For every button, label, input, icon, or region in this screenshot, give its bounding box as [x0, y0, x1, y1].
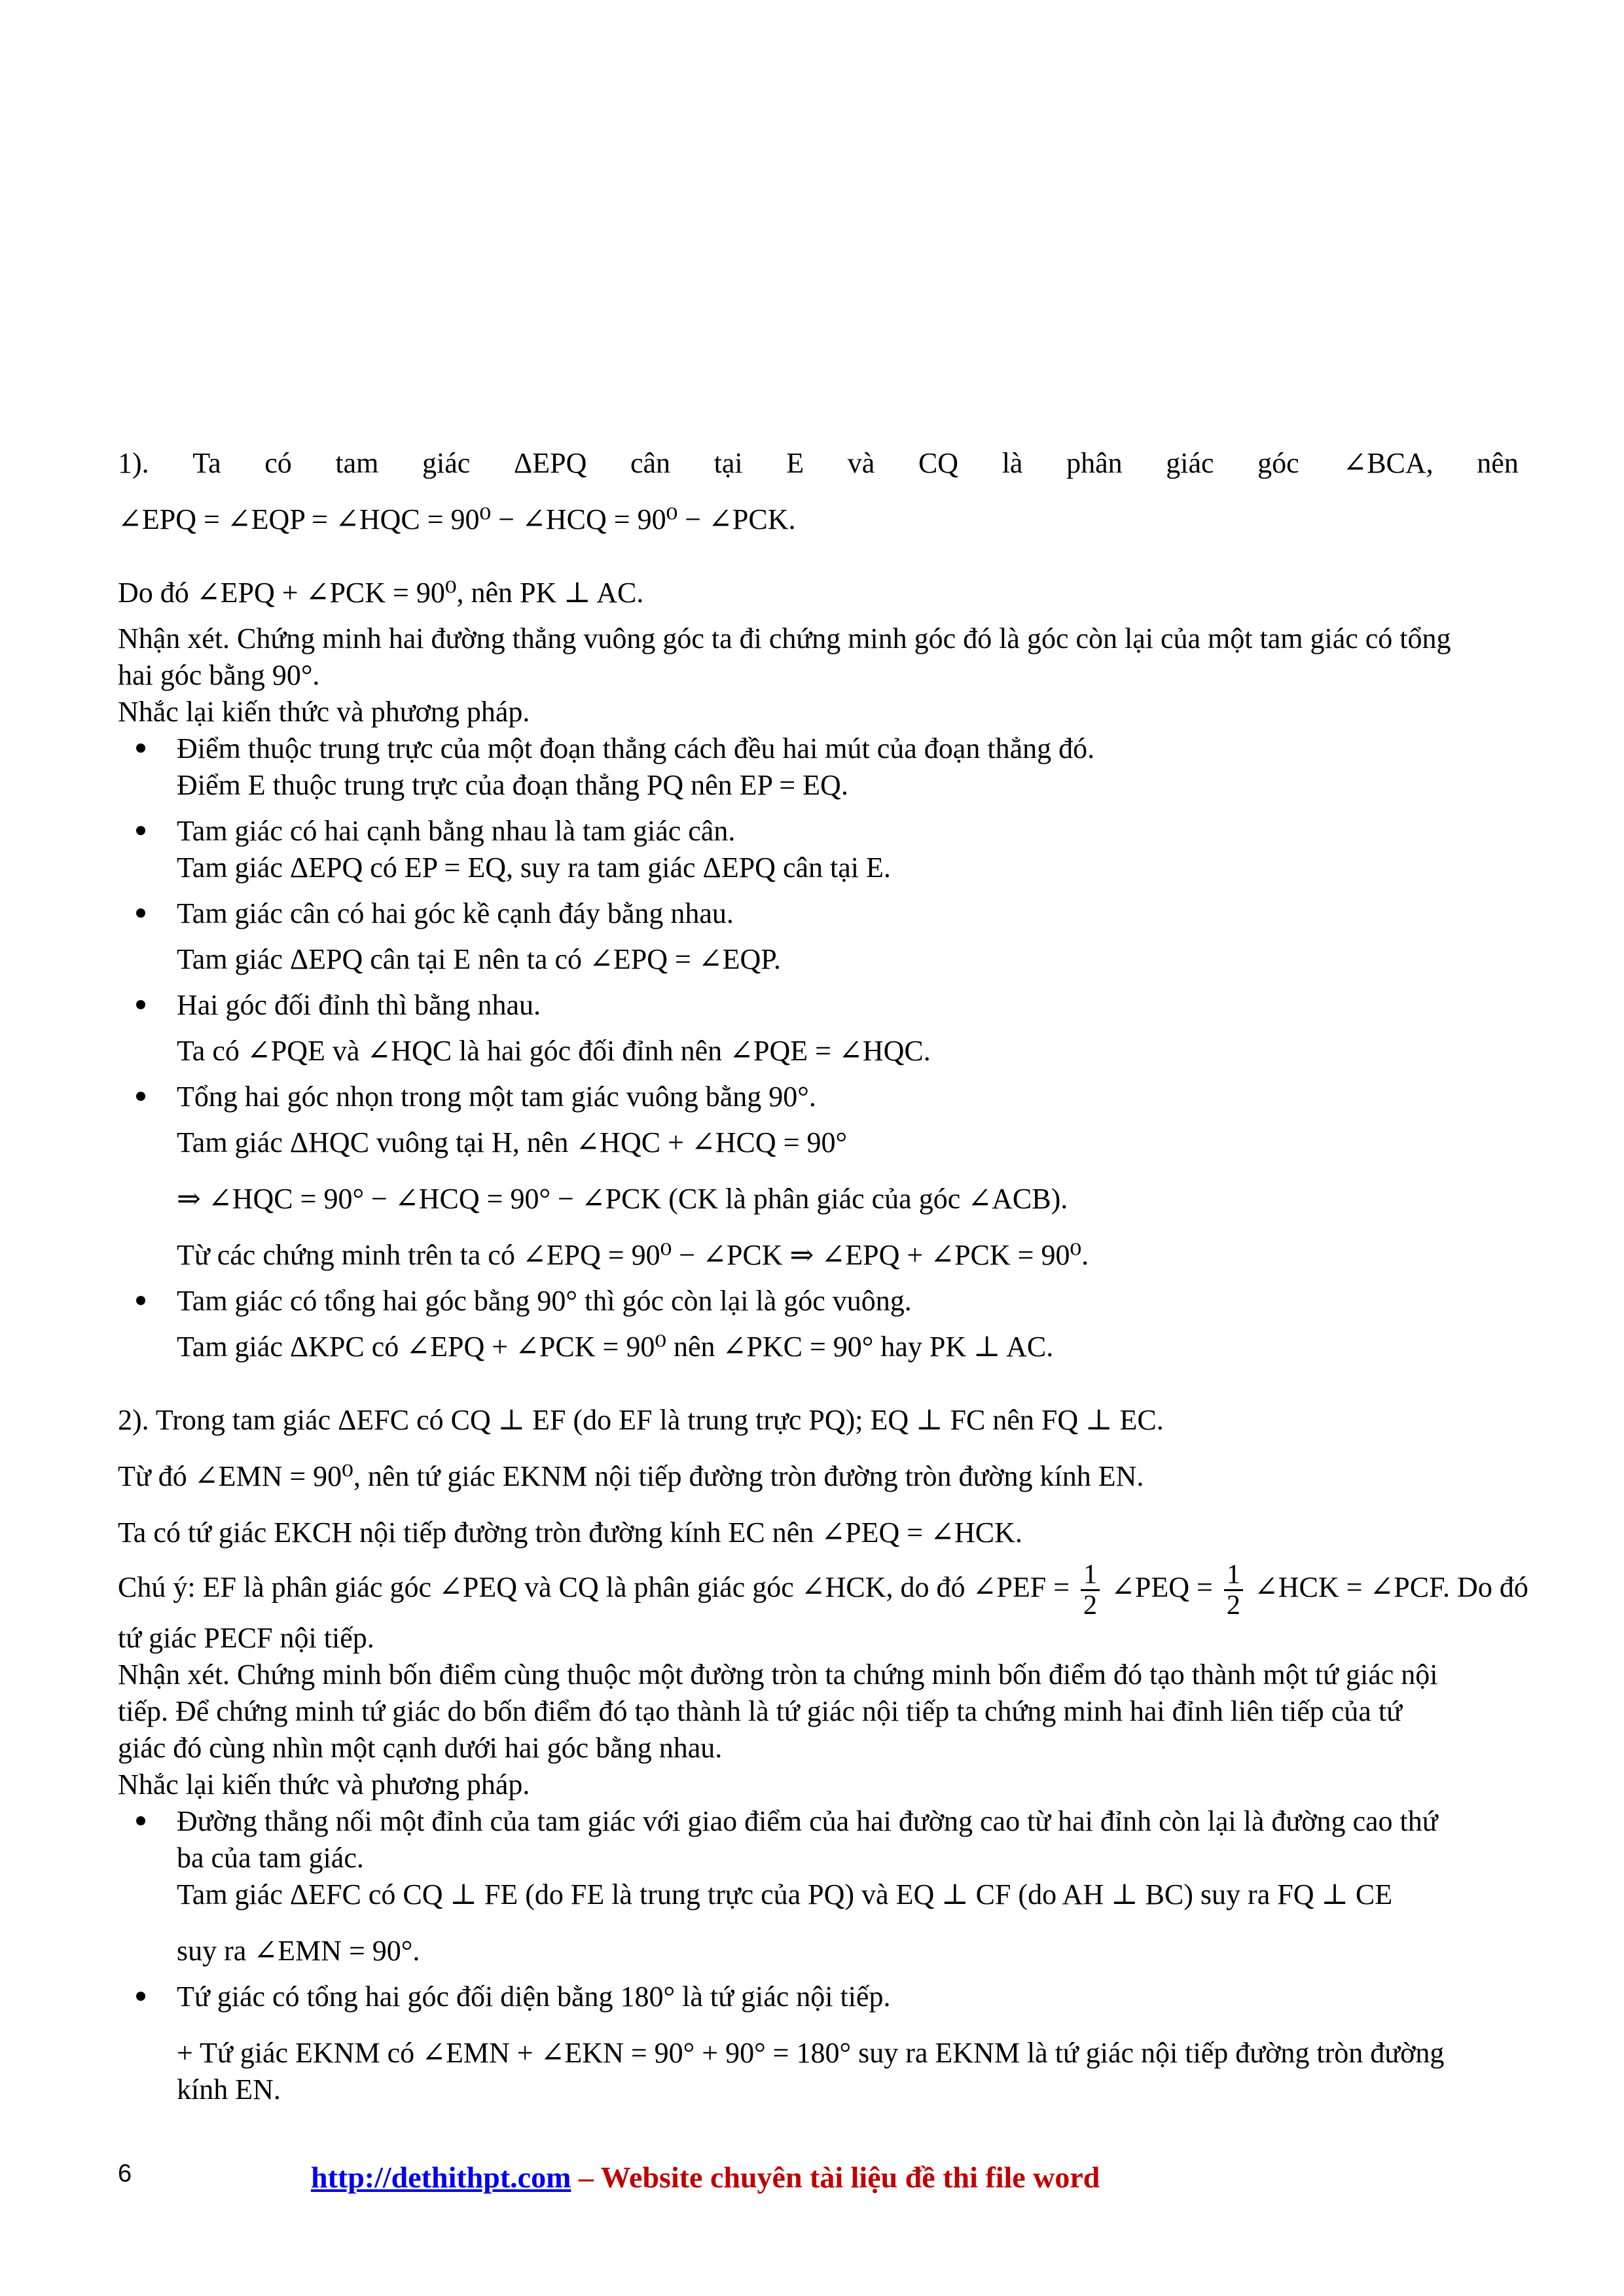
fraction-denominator: 2: [1083, 1590, 1098, 1621]
bullet-dot: [136, 744, 145, 753]
bullet-detail: Từ các chứng minh trên ta có ∠EPQ = 90⁰ − ∠PCK ⇒ ∠EPQ + ∠PCK = 90⁰.: [177, 1239, 1089, 1271]
part1-line1: [118, 445, 1519, 482]
part2-line3: Ta có tứ giác EKCH nội tiếp đường tròn đường kính EC nên ∠PEQ = ∠HCK.: [118, 1516, 1022, 1549]
bullet-text: Tổng hai góc nhọn trong một tam giác vuông bằng 90°.: [177, 1081, 816, 1113]
bullet-text: Tứ giác có tổng hai góc đối diện bằng 180° là tứ giác nội tiếp.: [177, 1981, 891, 2013]
bullet-dot: [136, 826, 145, 835]
word: 1).: [118, 447, 149, 479]
bullet-item: [118, 730, 1519, 804]
bullet-detail: Điểm E thuộc trung trực của đoạn thẳng PQ nên EP = EQ.: [177, 769, 848, 801]
note-text: Chú ý: EF là phân giác góc ∠PEQ và CQ là phân giác góc ∠HCK, do đó ∠PEF =: [118, 1571, 1070, 1604]
bullet-detail: Tam giác ΔEPQ có EP = EQ, suy ra tam giác ΔEPQ cân tại E.: [177, 852, 891, 884]
part2-line2: Từ đó ∠EMN = 90⁰, nên tứ giác EKNM nội tiếp đường tròn đường tròn đường kính EN.: [118, 1460, 1144, 1492]
bullet-text: Tam giác có tổng hai góc bằng 90° thì góc còn lại là góc vuông.: [177, 1285, 912, 1317]
bullet-dot: [136, 1992, 145, 2001]
bullet-item: [118, 1803, 1519, 1969]
bullet-detail: suy ra ∠EMN = 90°.: [177, 1935, 420, 1967]
part2-note-line: [118, 1560, 1528, 1621]
bullet-item: [118, 1283, 1519, 1365]
word: CQ: [918, 447, 959, 479]
bullet-detail: + Tứ giác EKNM có ∠EMN + ∠EKN = 90° + 90° = 180° suy ra EKNM là tứ giác nội tiếp đường tròn đường: [177, 2037, 1445, 2069]
word: góc: [1257, 447, 1299, 479]
word: là: [1001, 447, 1023, 479]
bullet-dot: [136, 1000, 145, 1009]
bullet-detail: Ta có ∠PQE và ∠HQC là hai góc đối đỉnh nên ∠PQE = ∠HQC.: [177, 1035, 931, 1067]
bullet-detail: ⇒ ∠HQC = 90° − ∠HCQ = 90° − ∠PCK (CK là phân giác của góc ∠ACB).: [177, 1183, 1068, 1215]
bullet-dot: [136, 1816, 145, 1825]
part2-line1: 2). Trong tam giác ΔEFC có CQ ⊥ EF (do EF là trung trực PQ); EQ ⊥ FC nên FQ ⊥ EC.: [118, 1404, 1164, 1436]
page-content: [118, 445, 1528, 2108]
bullet-text: Hai góc đối đỉnh thì bằng nhau.: [177, 989, 541, 1021]
part2-remark-line3: giác đó cùng nhìn một cạnh dưới hai góc bằng nhau.: [118, 1732, 723, 1764]
footer-tagline: – Website chuyên tài liệu đề thi file word: [571, 2161, 1100, 2194]
bullet-detail: Tam giác ΔEFC có CQ ⊥ FE (do FE là trung trực của PQ) và EQ ⊥ CF (do AH ⊥ BC) suy ra FQ ⊥ CE: [177, 1878, 1393, 1910]
part1-remark-line1: Nhận xét. Chứng minh hai đường thẳng vuông góc ta đi chứng minh góc đó là góc còn lại của một tam giác có tổng: [118, 622, 1451, 655]
fraction-denominator: 2: [1226, 1590, 1240, 1621]
page-number: 6: [118, 2160, 132, 2187]
word: tại: [713, 447, 743, 479]
word: E: [786, 447, 804, 479]
bullet-text: Đường thẳng nối một đỉnh của tam giác với giao điểm của hai đường cao từ hai đỉnh còn lại là đường cao thứ: [177, 1805, 1438, 1837]
bullet-item: [118, 895, 1519, 978]
bullet-text: ba của tam giác.: [177, 1842, 364, 1874]
bullet-dot: [136, 1092, 145, 1101]
bullet-dot: [136, 908, 145, 918]
note-text: ∠PEQ =: [1111, 1571, 1213, 1604]
word: tam: [335, 447, 379, 479]
footer-text: [311, 2160, 1100, 2195]
word: giác: [422, 447, 471, 479]
fraction-one-half: [1224, 1560, 1243, 1620]
word: cân: [630, 447, 671, 479]
part1-line3: Do đó ∠EPQ + ∠PCK = 90⁰, nên PK ⊥ AC.: [118, 577, 644, 609]
word: có: [264, 447, 292, 479]
word: giác: [1166, 447, 1214, 479]
word: và: [847, 447, 875, 479]
part2-remark-line2: tiếp. Để chứng minh tứ giác do bốn điểm đó tạo thành là tứ giác nội tiếp ta chứng minh hai đỉnh liên tiếp của tứ: [118, 1695, 1402, 1727]
bullet-item: [118, 987, 1519, 1069]
bullet-detail: kính EN.: [177, 2073, 281, 2106]
word: nên: [1477, 447, 1519, 479]
part1-line2: ∠EPQ = ∠EQP = ∠HQC = 90⁰ − ∠HCQ = 90⁰ − ∠PCK.: [118, 503, 796, 535]
bullet-text: Tam giác có hai cạnh bằng nhau là tam giác cân.: [177, 815, 736, 847]
bullet-item: [118, 813, 1519, 886]
fraction-one-half: [1081, 1560, 1100, 1620]
part1-method-heading: Nhắc lại kiến thức và phương pháp.: [118, 696, 530, 728]
bullet-text: Điểm thuộc trung trực của một đoạn thẳng cách đều hai mút của đoạn thẳng đó.: [177, 732, 1095, 764]
bullet-detail: Tam giác ΔKPC có ∠EPQ + ∠PCK = 90⁰ nên ∠PKC = 90° hay PK ⊥ AC.: [177, 1331, 1054, 1363]
part2-remark-line1: Nhận xét. Chứng minh bốn điểm cùng thuộc một đường tròn ta chứng minh bốn điểm đó tạo thành một tứ giác nội: [118, 1659, 1438, 1691]
bullet-item: [118, 1079, 1519, 1274]
website-link[interactable]: http://dethithpt.com: [311, 2161, 571, 2194]
bullet-item: [118, 1979, 1519, 2108]
bullet-detail: Tam giác ΔHQC vuông tại H, nên ∠HQC + ∠HCQ = 90°: [177, 1126, 848, 1158]
fraction-numerator: 1: [1224, 1560, 1243, 1591]
bullet-text: Tam giác cân có hai góc kề cạnh đáy bằng nhau.: [177, 897, 734, 929]
note-text: ∠HCK = ∠PCF. Do đó: [1254, 1571, 1528, 1604]
page-footer: [0, 2160, 1624, 2212]
part1-remark-line2: hai góc bằng 90°.: [118, 659, 320, 691]
part2-line5: tứ giác PECF nội tiếp.: [118, 1622, 374, 1654]
fraction-numerator: 1: [1081, 1560, 1100, 1591]
word: ∠BCA,: [1343, 447, 1434, 479]
bullet-detail: Tam giác ΔEPQ cân tại E nên ta có ∠EPQ = ∠EQP.: [177, 943, 781, 975]
part2-method-heading: Nhắc lại kiến thức và phương pháp.: [118, 1768, 530, 1801]
word: ΔEPQ: [513, 447, 587, 479]
word: Ta: [192, 447, 221, 479]
word: phân: [1066, 447, 1123, 479]
bullet-dot: [136, 1296, 145, 1305]
